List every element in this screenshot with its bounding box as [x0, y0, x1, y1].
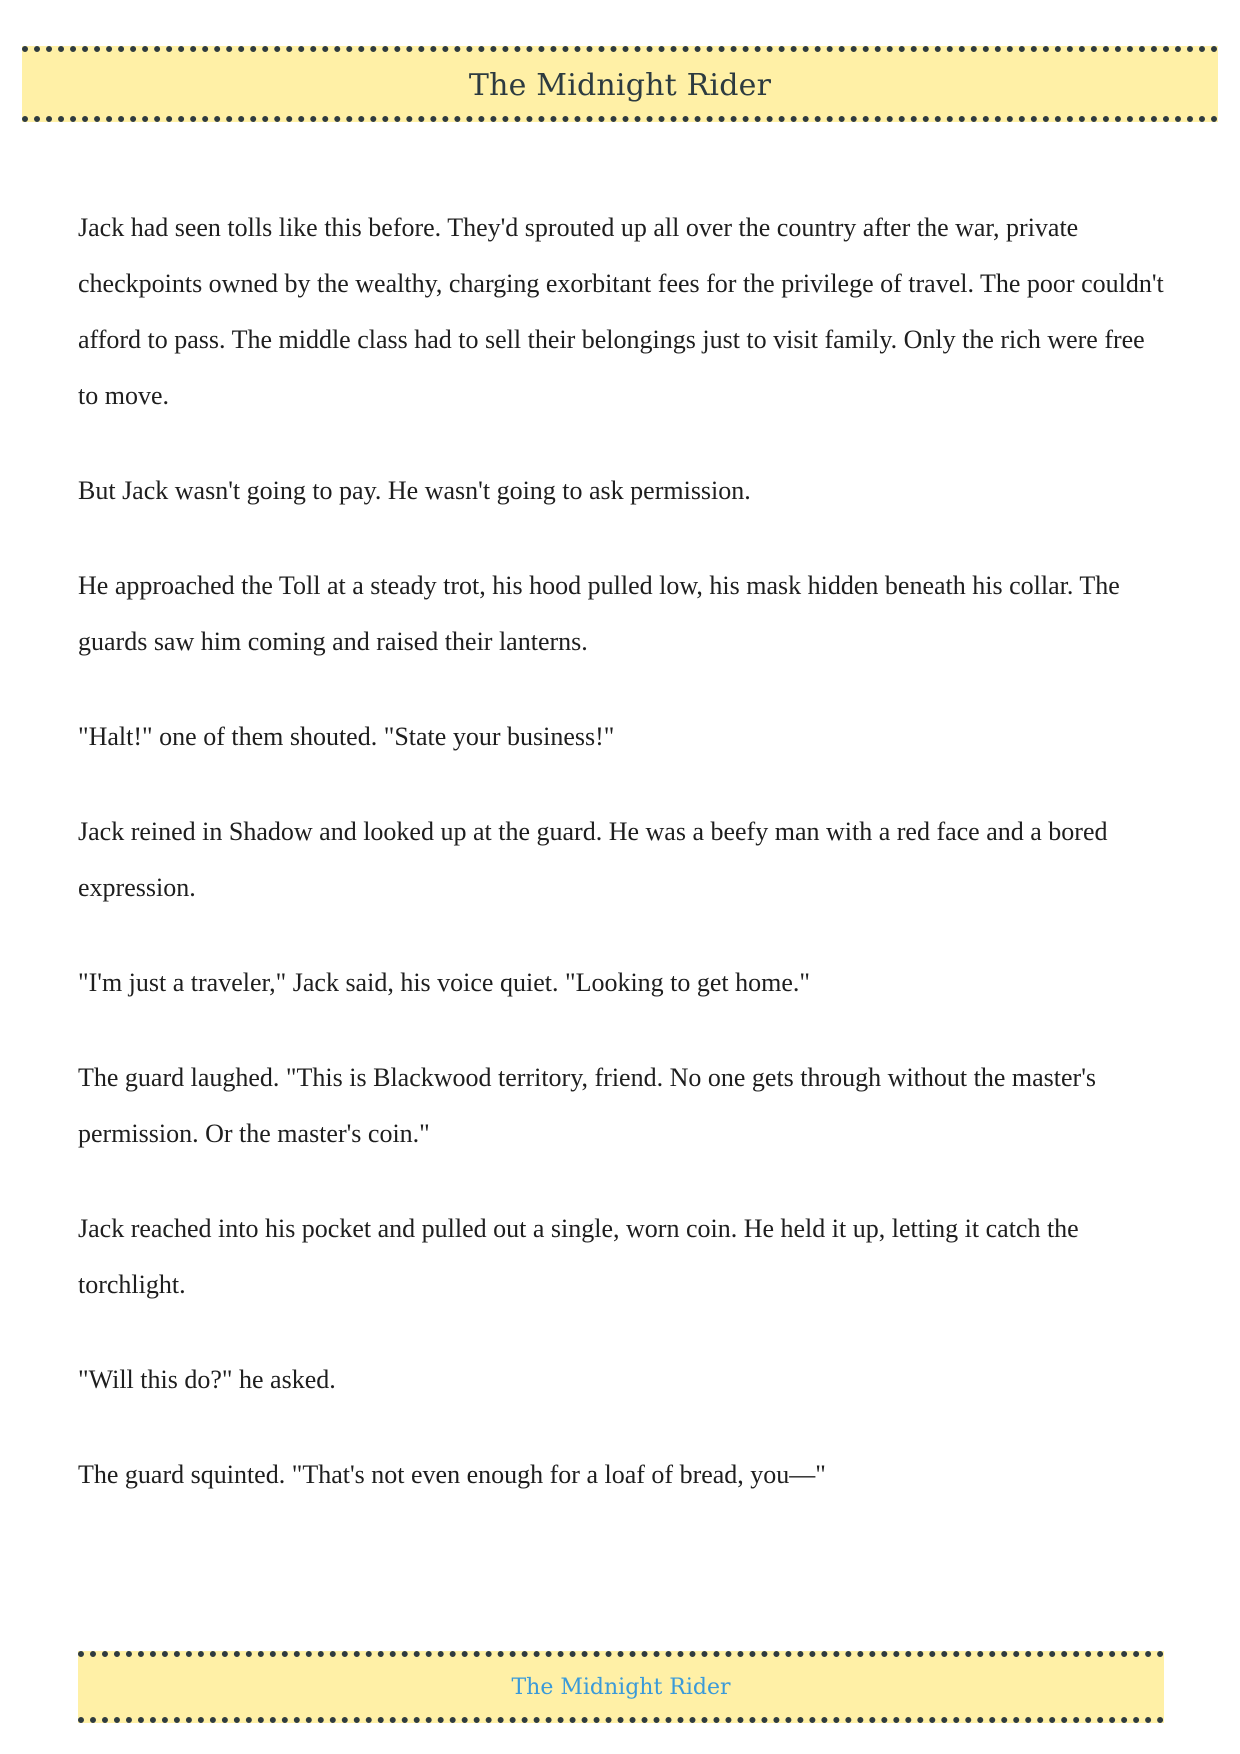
- footer-title: The Midnight Rider: [511, 1674, 731, 1700]
- story-paragraph: "Halt!" one of them shouted. "State your business!": [78, 722, 615, 751]
- story-body: [78, 200, 1164, 1542]
- page-footer: [78, 1651, 1164, 1723]
- story-paragraph: Jack reined in Shadow and looked up at the guard. He was a beefy man with a red face and a bored expression.: [78, 817, 1108, 902]
- story-paragraph: Jack reached into his pocket and pulled out a single, worn coin. He held it up, letting it catch the torchlight.: [78, 1214, 1079, 1299]
- story-paragraph: "I'm just a traveler," Jack said, his voice quiet. "Looking to get home.": [78, 968, 811, 997]
- page-title: The Midnight Rider: [468, 67, 772, 103]
- story-paragraph: "Will this do?" he asked.: [78, 1365, 336, 1394]
- story-paragraph: Jack had seen tolls like this before. They'd sprouted up all over the country after the war, private checkpoints owned by the wealthy, charging exorbitant fees for the privilege of travel. The poor couldn't afford to pass. The middle class had to sell their belongings just to visit family. Only the rich were free to move.: [78, 213, 1164, 410]
- story-paragraph: But Jack wasn't going to pay. He wasn't going to ask permission.: [78, 476, 751, 505]
- story-paragraph: The guard laughed. "This is Blackwood territory, friend. No one gets through without the master's permission. Or the master's coin.": [78, 1063, 1096, 1148]
- story-paragraph: He approached the Toll at a steady trot, his hood pulled low, his mask hidden beneath his collar. The guards saw him coming and raised their lanterns.: [78, 571, 1120, 656]
- page-header: [22, 46, 1218, 122]
- story-paragraph: The guard squinted. "That's not even enough for a loaf of bread, you—": [78, 1460, 826, 1489]
